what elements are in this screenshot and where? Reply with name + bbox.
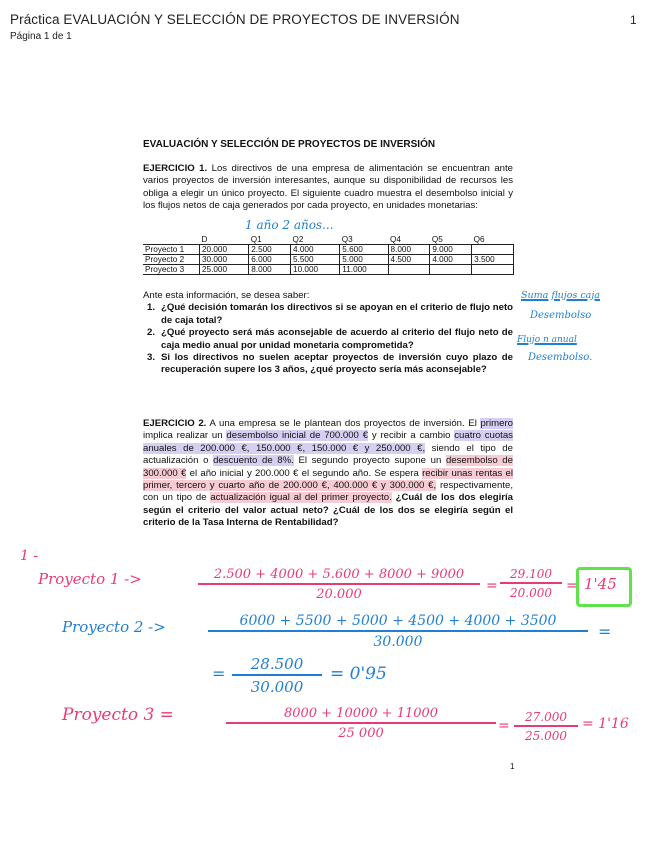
fraction-bar <box>500 582 562 584</box>
document-title: EVALUACIÓN Y SELECCIÓN DE PROYECTOS DE INVERSIÓN <box>143 139 436 150</box>
cash-flow-table <box>143 235 514 275</box>
handwritten-project-3-result: = 1'16 <box>582 716 629 732</box>
table-cell: 30.000 <box>200 255 249 265</box>
question-text: ¿Qué decisión tomarán los directivos si se apoyan en el criterio de flujo neto de caja total? <box>161 302 513 326</box>
exercise-2-text <box>143 418 513 530</box>
fraction-denominator: 25.000 <box>525 729 567 743</box>
table-header-cell: D <box>200 235 249 245</box>
table-header-cell: Q4 <box>388 235 430 245</box>
fraction-numerator: 29.100 <box>510 567 552 581</box>
fraction-denominator: 20.000 <box>510 586 552 600</box>
fraction-numerator: 8000 + 10000 + 11000 <box>283 706 439 721</box>
table-cell: 3.500 <box>472 255 514 265</box>
fraction-denominator: 30.000 <box>250 678 304 696</box>
table-header-row <box>143 235 514 245</box>
exercise-2-part: y recibir a cambio <box>371 430 451 442</box>
question-text: Si los directivos no suelen aceptar proyectos de inversión cuyo plazo de recuperación supere los 3 años, ¿qué proyecto sería más aconsejable? <box>161 352 513 376</box>
handwritten-note-disbursement: Desembolso <box>530 310 592 321</box>
handwritten-answer-label: 1 - <box>20 548 39 564</box>
question-number: 2. <box>147 327 156 339</box>
table-cell: 4.500 <box>388 255 430 265</box>
handwritten-note-disbursement-2: Desembolso. <box>528 352 593 363</box>
handwritten-project-2-result-fraction <box>232 655 322 696</box>
page-title: Práctica EVALUACIÓN Y SELECCIÓN DE PROYECTOS DE INVERSIÓN <box>10 12 460 27</box>
table-row <box>143 255 514 265</box>
table-cell: 4.000 <box>430 255 472 265</box>
table-cell: 2.500 <box>249 245 291 255</box>
table-cell: Proyecto 2 <box>143 255 200 265</box>
equals-sign: = <box>486 578 498 594</box>
handwritten-project-1-result-fraction <box>500 567 562 600</box>
highlight-purple: cuatro cuotas anuales de 200.000 €, 150.000 €, 150.000 € y 250.000 €, <box>143 430 513 454</box>
exercise-2-part: El segundo proyecto supone un <box>298 455 442 467</box>
table-cell: Proyecto 3 <box>143 265 200 275</box>
table-cell: 5.600 <box>340 245 388 255</box>
handwritten-project-2-fraction <box>208 613 588 650</box>
fraction-numerator: 2.500 + 4000 + 5.600 + 8000 + 9000 <box>213 567 465 582</box>
table-cell: 8.000 <box>249 265 291 275</box>
page-counter: Página 1 de 1 <box>10 31 72 42</box>
highlight-pink: desembolso de 300.000 € <box>143 455 513 479</box>
handwritten-table-note: 1 año 2 años... <box>245 218 334 232</box>
fraction-numerator: 27.000 <box>525 710 567 724</box>
question-item <box>143 302 513 327</box>
fraction-denominator: 25 000 <box>338 726 384 741</box>
table-cell <box>388 265 430 275</box>
table-cell: 20.000 <box>200 245 249 255</box>
exercise-2-part: A una empresa se le plantean dos proyectos de inversión. El <box>209 418 477 429</box>
table-cell: 6.000 <box>249 255 291 265</box>
table-row <box>143 245 514 255</box>
highlight-pink: recibir unas rentas el primer, tercero y cuarto año de 200.000 €, 400.000 € y 300.000 €, <box>143 467 514 492</box>
table-cell: 10.000 <box>291 265 340 275</box>
table-header-cell <box>143 235 200 245</box>
exercise-2-part: siendo el tipo de actualización o <box>143 442 513 467</box>
question-text: ¿Qué proyecto será más aconsejable de acuerdo al criterio del flujo neto de caja medio anual por unidad monetaria comprometida? <box>161 327 513 351</box>
equals-sign: = <box>566 578 578 594</box>
handwritten-note-annual-flow: Flujo n anual <box>517 335 577 345</box>
fraction-denominator: 20.000 <box>316 587 362 602</box>
handwritten-project-1-fraction <box>198 567 480 602</box>
table-header-cell: Q6 <box>472 235 514 245</box>
highlight-pink: actualización igual al del primer proyecto. <box>210 492 392 504</box>
table-cell: 8.000 <box>388 245 430 255</box>
questions-block <box>143 290 513 377</box>
table-cell: 5.500 <box>291 255 340 265</box>
equals-sign: = <box>498 718 510 734</box>
handwritten-project-1-label: Proyecto 1 -> <box>38 570 142 588</box>
highlight-purple: desembolso inicial de 700.000 € <box>226 430 369 442</box>
questions-intro: Ante esta información, se desea saber: <box>143 290 310 301</box>
document-page-number: 1 <box>510 762 515 771</box>
exercise-2-label: EJERCICIO 2. <box>143 418 207 429</box>
exercise-1-body: Los directivos de una empresa de alimentación se encuentran ante varios proyectos de inversión interesantes, aunque su disponibilidad de recursos les obliga a elegir un único proyecto. El siguiente cuadro muestra el desembolso inicial y los flujos netos de caja generados por cada proyecto, en unidades monetarias: <box>143 163 513 212</box>
table-cell: 5.000 <box>340 255 388 265</box>
table-header-cell: Q2 <box>291 235 340 245</box>
handwritten-project-1-result: 1'45 <box>584 575 617 593</box>
question-number: 1. <box>147 302 156 314</box>
fraction-bar <box>514 725 578 727</box>
table-cell: 25.000 <box>200 265 249 275</box>
fraction-bar <box>226 722 496 724</box>
handwritten-project-3-label: Proyecto 3 = <box>62 705 174 725</box>
table-cell <box>472 245 514 255</box>
table-row <box>143 265 514 275</box>
handwritten-project-3-result-fraction <box>514 710 578 743</box>
table-cell: 4.000 <box>291 245 340 255</box>
exercise-1-label: EJERCICIO 1. <box>143 163 208 174</box>
handwritten-note-sum-flows: Suma flujos caja <box>521 290 600 301</box>
fraction-bar <box>198 583 480 585</box>
equals-sign: = <box>598 622 612 641</box>
highlight-purple: descuento de 8%. <box>213 455 294 467</box>
question-item <box>143 327 513 352</box>
highlight-purple: primero <box>480 418 513 429</box>
table-cell <box>472 265 514 275</box>
exercise-2-part: respectivamente, con un tipo de <box>143 480 513 504</box>
table-cell: 9.000 <box>430 245 472 255</box>
fraction-bar <box>232 674 322 676</box>
question-item <box>143 352 513 377</box>
table-cell <box>430 265 472 275</box>
question-number: 3. <box>147 352 156 364</box>
fraction-denominator: 30.000 <box>373 634 423 650</box>
table-header-cell: Q3 <box>340 235 388 245</box>
exercise-2-question: ¿Cuál de los dos elegiría según el criterio del valor actual neto? ¿Cuál de los dos se elegiría según el criterio de la Tasa Interna de Rentabilidad? <box>143 492 513 529</box>
table-header-cell: Q5 <box>430 235 472 245</box>
handwritten-project-3-fraction <box>226 706 496 741</box>
exercise-2-part: el año inicial y 200.000 € el segundo año. Se espera <box>189 467 419 479</box>
handwritten-project-2-result: = 0'95 <box>330 664 387 684</box>
handwritten-project-2-label: Proyecto 2 -> <box>62 618 166 636</box>
table-cell: Proyecto 1 <box>143 245 200 255</box>
page-number: 1 <box>630 13 637 27</box>
table-header-cell: Q1 <box>249 235 291 245</box>
fraction-numerator: 28.500 <box>250 655 304 673</box>
table-cell: 11.000 <box>340 265 388 275</box>
fraction-bar <box>208 630 588 632</box>
exercise-1-text <box>143 163 513 213</box>
exercise-2-part: implica realizar un <box>143 430 223 442</box>
equals-sign: = <box>212 664 226 683</box>
fraction-numerator: 6000 + 5500 + 5000 + 4500 + 4000 + 3500 <box>239 613 557 629</box>
